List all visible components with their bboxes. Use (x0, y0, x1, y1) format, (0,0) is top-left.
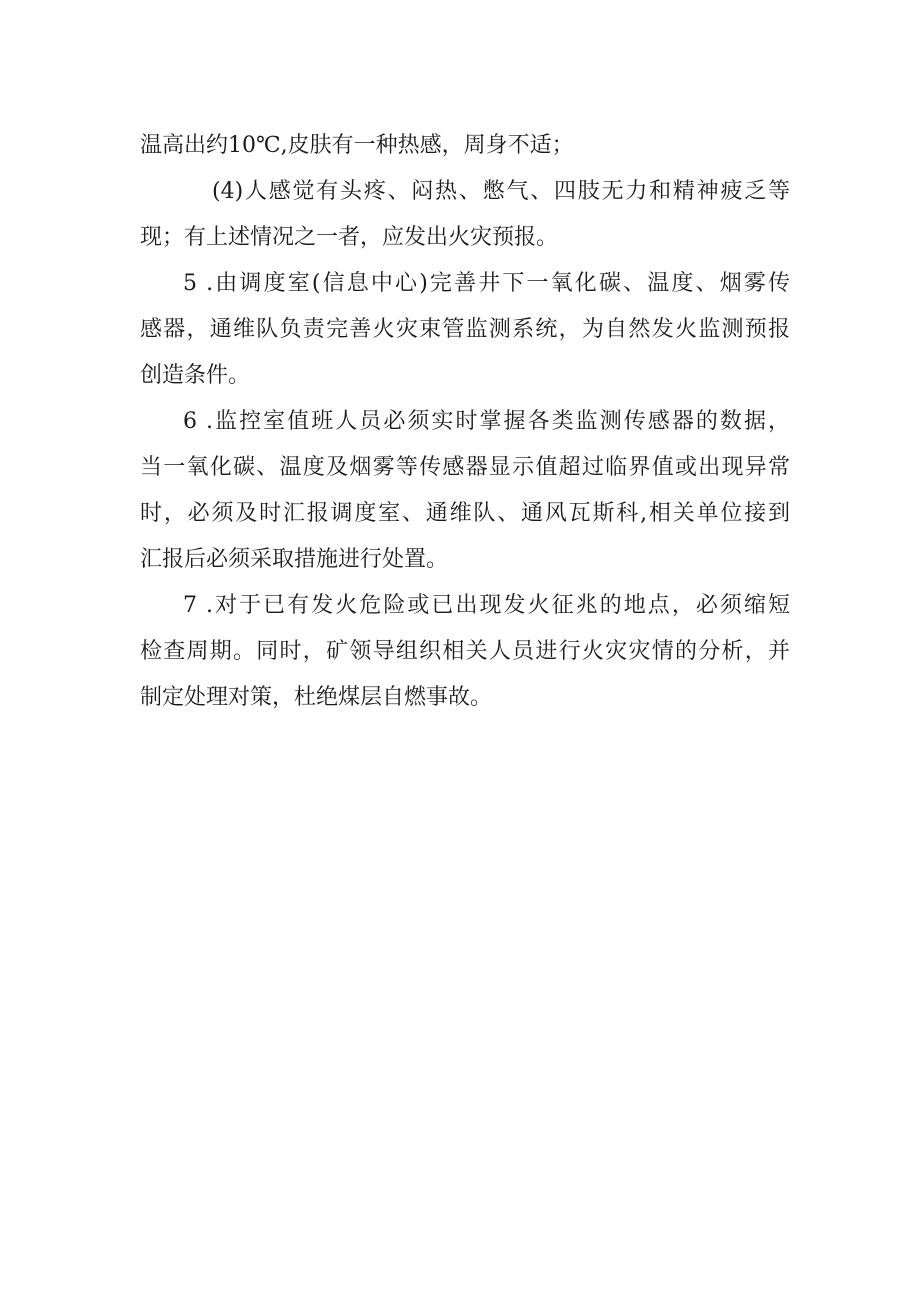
text-line-2: (4)人感觉有头疼、闷热、憋气、四肢无力和精神疲乏等 (212, 179, 790, 204)
text-line-8: 当一氧化碳、温度及烟雾等传感器显示值超过临界值或出现异常 (140, 455, 790, 480)
text-line-13: 制定处理对策，杜绝煤层自燃事故。 (140, 685, 493, 710)
text-line-6: 创造条件。 (140, 363, 251, 388)
text-line-3: 现；有上述情况之一者，应发出火灾预报。 (140, 225, 559, 250)
text-line-7: 6 .监控室值班人员必须实时掌握各类监测传感器的数据， (183, 409, 790, 434)
text-line-11: 7 .对于已有发火危险或已出现发火征兆的地点，必须缩短 (183, 593, 790, 618)
text-line-9: 时，必须及时汇报调度室、通维队、通风瓦斯科,相关单位接到 (140, 501, 790, 526)
text-line-10: 汇报后必须采取措施进行处置。 (140, 547, 449, 572)
text-line-12: 检查周期。同时，矿领导组织相关人员进行火灾灾情的分析，并 (140, 639, 790, 664)
text-line-1: 温高出约10℃,皮肤有一种热感，周身不适； (140, 133, 574, 158)
text-line-5: 感器，通维队负责完善火灾束管监测系统，为自然发火监测预报 (140, 317, 790, 342)
text-line-4: 5 .由调度室(信息中心)完善井下一氧化碳、温度、烟雾传 (183, 271, 790, 296)
